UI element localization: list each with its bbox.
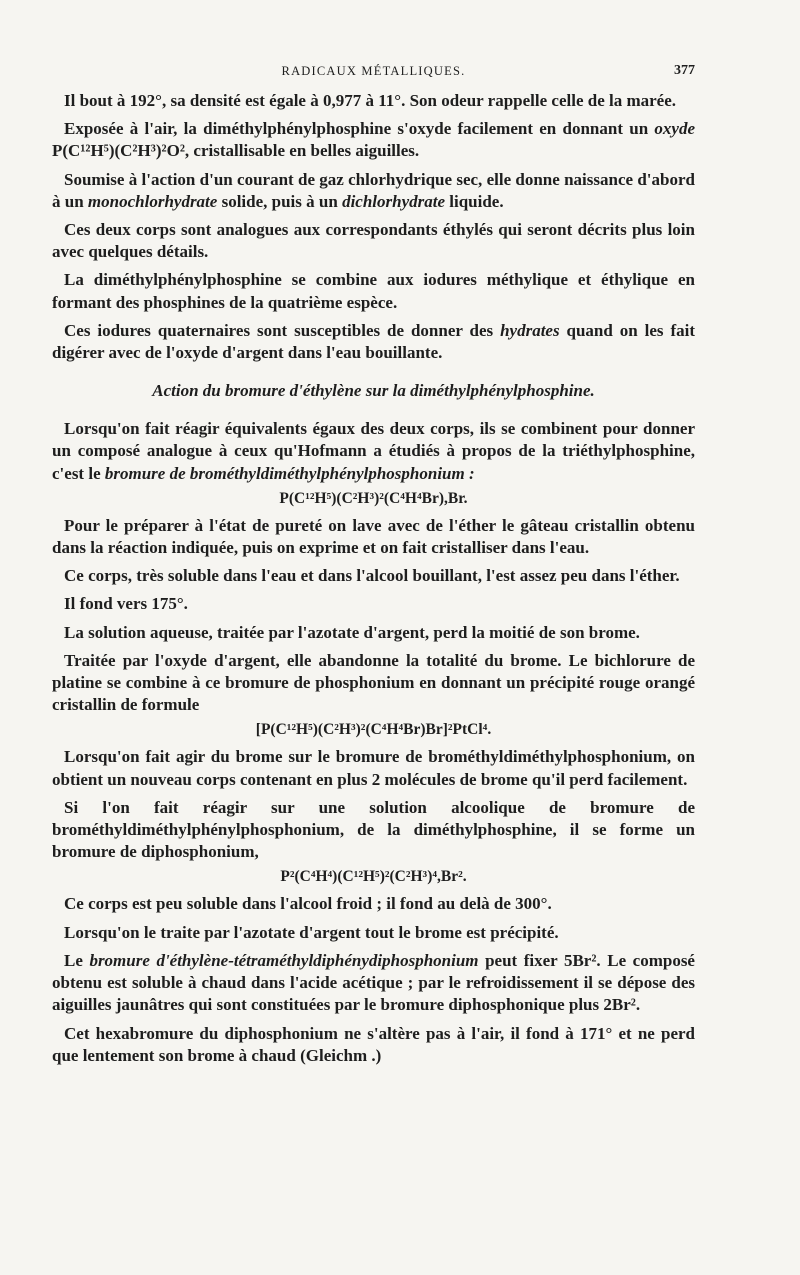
paragraph-oxide [52, 118, 695, 162]
paragraph-hydrates [52, 320, 695, 364]
paragraph-text: Ce corps, très soluble dans l'eau et dans l'alcool bouillant, l'est assez peu dans l'éther. [64, 566, 680, 586]
paragraph-diphosphonium [52, 797, 695, 864]
emphasis-text: dichlorhydrate [342, 191, 446, 211]
paragraph-text: Exposée à l'air, la diméthylphénylphosphine s'oxyde facilement en donnant un [64, 119, 655, 139]
chemical-formula: P²(C⁴H⁴)(C¹²H⁵)²(C²H³)⁴,Br². [280, 868, 467, 886]
paragraph-text: Soumise à l'action d'un courant de gaz chlorhydrique sec, elle donne naissance d'abord à un [52, 169, 695, 211]
running-title: RADICAUX MÉTALLIQUES. [281, 64, 466, 78]
document-page [52, 58, 695, 1073]
paragraph-text: Ces deux corps sont analogues aux correspondants éthylés qui seront décrits plus loin avec quelques détails. [52, 220, 695, 262]
paragraph-cold-alcohol [52, 893, 695, 915]
page-body [52, 90, 695, 1067]
paragraph-text: Cet hexabromure du diphosphonium ne s'altère pas à l'air, il fond à 171° et ne perd que lentement son brome à chaud (Gleichm .) [52, 1023, 695, 1065]
paragraph-precipitate [52, 922, 695, 944]
paragraph-text: Il bout à 192°, sa densité est égale à 0,977 à 11°. Son odeur rappelle celle de la marée. [64, 91, 677, 110]
paragraph-platinum [52, 650, 695, 717]
paragraph-hydrochloric [52, 169, 695, 213]
paragraph-text: Le [64, 950, 90, 970]
paragraph-text: Lorsqu'on fait agir du brome sur le bromure de brométhyldiméthylphosphonium, on obtient un nouveau corps contenant en plus 2 molécules de brome qu'il perd facilement. [52, 747, 695, 789]
paragraph-text: peut fixer 5Br². Le composé obtenu est soluble à chaud dans l'acide acétique ; par le refroidissement il se dépose des aiguilles jaunâtres qui sont constituées par le bromure diphosphonique plus 2Br². [52, 950, 695, 1015]
paragraph-bromine [52, 746, 695, 790]
paragraph-text: Traitée par l'oxyde d'argent, elle abandonne la totalité du brome. Le bichlorure de platine se combine à ce bromure de phosphonium en donnant un précipité rouge orangé cristallin de formule [52, 650, 695, 715]
paragraph-text: liquide. [445, 191, 504, 211]
paragraph-text: P(C¹²H⁵)(C²H³)²O², cristallisable en belles aiguilles. [52, 141, 420, 161]
section-heading: Action du bromure d'éthylène sur la diméthylphénylphosphine. [152, 381, 595, 401]
emphasis-text: oxyde [654, 119, 695, 139]
emphasis-text: monochlorhydrate [87, 191, 218, 211]
paragraph-hexabromide [52, 1023, 695, 1067]
paragraph-preparation [52, 515, 695, 559]
paragraph-melting-point [52, 593, 695, 615]
paragraph-ethylene-bromide [52, 950, 695, 1017]
paragraph-text: Ce corps est peu soluble dans l'alcool froid ; il fond au delà de 300°. [64, 894, 552, 914]
paragraph-solubility [52, 565, 695, 587]
paragraph-text: solide, puis à un [217, 191, 343, 211]
paragraph-text: Lorsqu'on fait réagir équivalents égaux des deux corps, ils se combinent pour donner un composé analogue à ceux qu'Hofmann a étudiés à propos de la triéthylphosphine, c'est le [52, 419, 695, 483]
paragraph-text: Ces iodures quaternaires sont susceptibles de donner des [64, 320, 501, 340]
chemical-formula: [P(C¹²H⁵)(C²H³)²(C⁴H⁴Br)Br]²PtCl⁴. [255, 721, 492, 739]
paragraph-boiling-point [52, 90, 695, 112]
paragraph-analogues [52, 219, 695, 263]
paragraph-text: quand on les fait digérer avec de l'oxyde d'argent dans l'eau bouillante. [52, 320, 695, 363]
page-header [52, 58, 695, 80]
paragraph-text: La diméthylphénylphosphine se combine aux iodures méthylique et éthylique en formant des phosphines de la quatrième espèce. [52, 270, 695, 312]
emphasis-text: hydrates [500, 320, 560, 340]
emphasis-text: bromure de brométhyldiméthylphénylphosphonium : [104, 463, 475, 483]
paragraph-iodides [52, 269, 695, 313]
emphasis-text: bromure d'éthylène-tétraméthyldiphénydiphosphonium [89, 950, 479, 970]
page-number: 377 [674, 63, 695, 78]
paragraph-text: Il fond vers 175°. [64, 594, 188, 614]
paragraph-reaction [52, 418, 695, 485]
chemical-formula: P(C¹²H⁵)(C²H³)²(C⁴H⁴Br),Br. [279, 489, 468, 507]
paragraph-silver-nitrate [52, 622, 695, 644]
paragraph-text: Si l'on fait réagir sur une solution alcoolique de bromure de brométhyldiméthylphénylphosphonium, de la diméthylphosphine, il se forme un bromure de diphosphonium, [52, 797, 695, 862]
paragraph-text: Lorsqu'on le traite par l'azotate d'argent tout le brome est précipité. [64, 922, 559, 942]
paragraph-text: Pour le préparer à l'état de pureté on lave avec de l'éther le gâteau cristallin obtenu dans la réaction indiquée, puis on exprime et on fait cristalliser dans l'eau. [52, 515, 695, 558]
paragraph-text: La solution aqueuse, traitée par l'azotate d'argent, perd la moitié de son brome. [64, 622, 640, 642]
